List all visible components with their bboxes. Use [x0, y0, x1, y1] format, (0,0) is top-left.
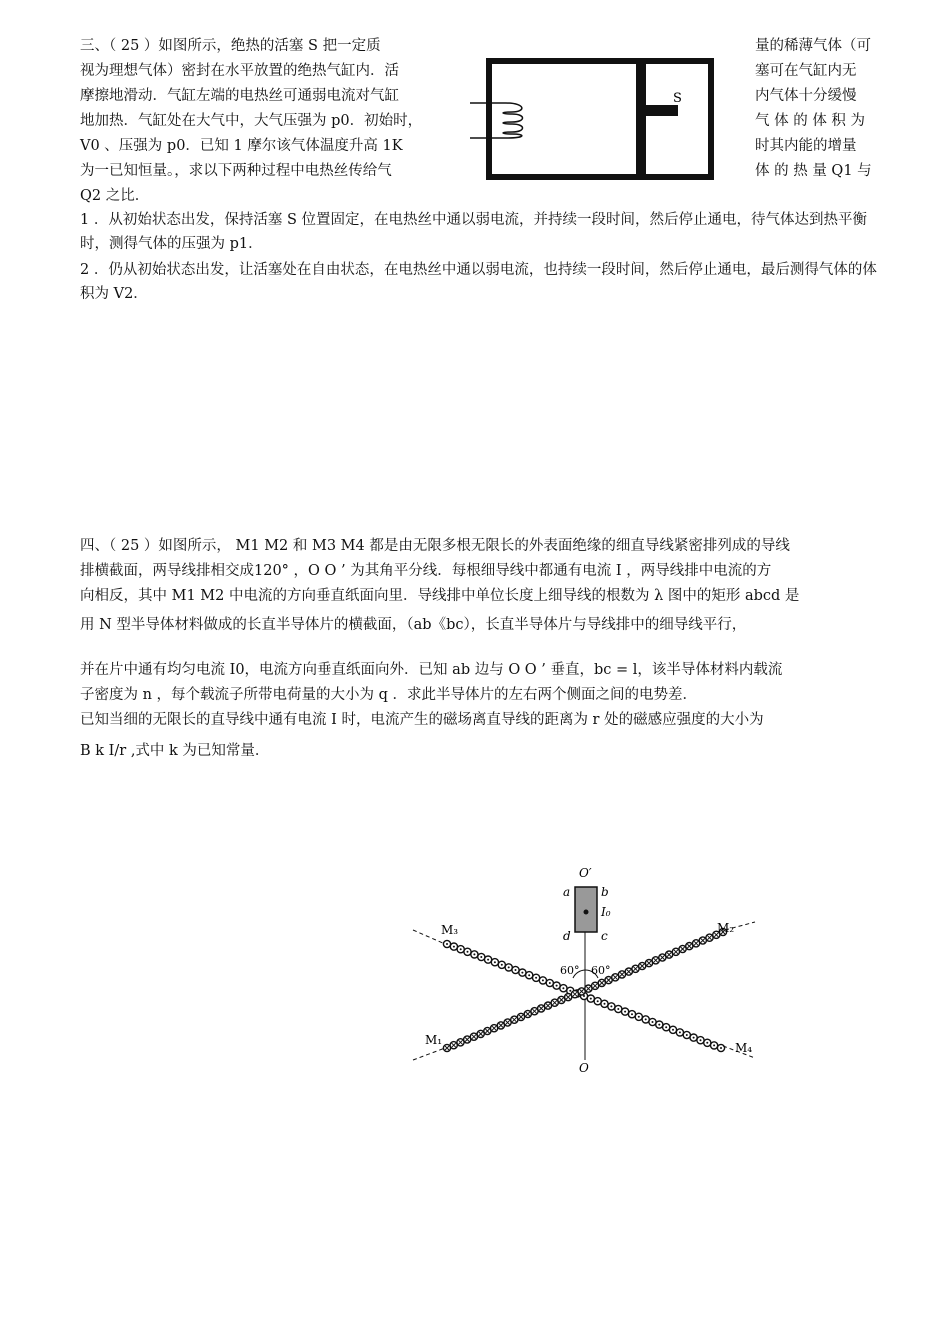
dot-mark-icon — [535, 977, 537, 979]
label-d: d — [563, 929, 571, 943]
dot-mark-icon — [501, 964, 503, 966]
dot-mark-icon — [446, 943, 448, 945]
dot-mark-icon — [672, 1029, 674, 1031]
dot-mark-icon — [720, 1047, 722, 1049]
heater-coil-icon — [503, 103, 523, 138]
label-a: a — [563, 885, 571, 899]
dot-mark-icon — [645, 1018, 647, 1020]
dot-mark-icon — [658, 1024, 660, 1026]
dot-mark-icon — [624, 1011, 626, 1013]
p3-line: V0 、压强为 p0．已知 1 摩尔该气体温度升高 1K — [80, 138, 403, 154]
dot-mark-icon — [652, 1021, 654, 1023]
m1-dash — [413, 1048, 445, 1060]
dot-mark-icon — [487, 959, 489, 961]
p3-right-line: 塞可在气缸内无 — [755, 63, 857, 79]
conductor-rows-figure — [405, 860, 760, 1075]
dot-mark-icon — [473, 953, 475, 955]
dot-mark-icon — [480, 956, 482, 958]
dot-mark-icon — [549, 982, 551, 984]
label-m4: M₄ — [735, 1041, 753, 1055]
p4-line: 排横截面，两导线排相交成120° ，O O ’ 为其角平分线．每根细导线中都通有电流 I ，两导线排中电流的方 — [80, 563, 772, 579]
dot-mark-icon — [562, 987, 564, 989]
piston — [636, 64, 646, 174]
piston-rod — [646, 105, 678, 116]
dot-mark-icon — [515, 969, 517, 971]
label-o: O — [579, 1061, 589, 1075]
p4-line: 四、（ 25 ）如图所示， M1 M2 和 M3 M4 都是由无限多根无限长的外表面绝缘的细直导线紧密排列成的导线 — [80, 538, 790, 554]
label-angle-right: 60° — [591, 964, 611, 977]
p4-line: 已知当细的无限长的直导线中通有电流 I 时，电流产生的磁场离直导线的距离为 r 处的磁感应强度的大小为 — [80, 712, 764, 728]
label-b: b — [601, 885, 609, 899]
p3-right-line: 时其内能的增量 — [755, 138, 857, 154]
dot-mark-icon — [467, 951, 469, 953]
dot-mark-icon — [700, 1039, 702, 1041]
label-c: c — [601, 929, 608, 943]
label-o-prime: O′ — [579, 866, 592, 880]
p3-line: 三、（ 25 ）如图所示，绝热的活塞 S 把一定质 — [80, 38, 381, 54]
dot-mark-icon — [679, 1031, 681, 1033]
p4-line: 并在片中通有均匀电流 I0，电流方向垂直纸面向外．已知 ab 边与 O O ’ 垂直，bc = l，该半导体材料内载流 — [80, 662, 783, 678]
problem4-text — [80, 534, 890, 764]
dot-mark-icon — [569, 990, 571, 992]
p4-line: 向相反，其中 M1 M2 中电流的方向垂直纸面向里．导线排中单位长度上细导线的根数为 λ 图中的矩形 abcd 是 — [80, 588, 800, 604]
dot-mark-icon — [508, 966, 510, 968]
dot-mark-icon — [686, 1034, 688, 1036]
dot-mark-icon — [713, 1044, 715, 1046]
problem3-items — [80, 208, 890, 306]
p3-line: 摩擦地滑动．气缸左端的电热丝可通弱电流对气缸 — [80, 88, 399, 104]
p3-line: 地加热．气缸处在大气中，大气压强为 p0．初始时， — [80, 113, 423, 129]
p3-right-line: 内气体十分缓慢 — [755, 88, 857, 104]
dot-mark-icon — [528, 974, 530, 976]
p3-line: Q2 之比． — [80, 188, 150, 204]
dot-mark-icon — [597, 1000, 599, 1002]
label-m1: M₁ — [425, 1033, 443, 1047]
problem3-right-text — [755, 34, 895, 184]
label-i0: I₀ — [601, 905, 611, 919]
dot-mark-icon — [494, 961, 496, 963]
dot-mark-icon — [453, 946, 455, 948]
dot-mark-icon — [610, 1005, 612, 1007]
p3-item-2: 2 ．仍从初始状态出发，让活塞处在自由状态，在电热丝中通以弱电流，也持续一段时间，然后停止通电，最后测得气体的体积为 V2． — [80, 262, 877, 302]
p3-right-line: 量的稀薄气体（可 — [755, 38, 871, 54]
label-angle-left: 60° — [560, 964, 580, 977]
p3-right-line: 气 体 的 体 积 为 — [755, 113, 866, 129]
dot-mark-icon — [542, 979, 544, 981]
dot-mark-icon — [617, 1008, 619, 1010]
label-m3: M₃ — [441, 923, 459, 937]
dot-mark-icon — [604, 1003, 606, 1005]
problem3-left-text — [80, 34, 450, 209]
current-dot-icon — [584, 910, 589, 915]
p4-line: 用 N 型半导体材料做成的长直半导体片的横截面，（ab《bc），长直半导体片与导线排中的细导线平行， — [80, 617, 747, 633]
piston-label: S — [673, 91, 682, 106]
dot-mark-icon — [638, 1016, 640, 1018]
p4-line: B k I/r ,式中 k 为已知常量． — [80, 743, 270, 759]
dot-mark-icon — [556, 985, 558, 987]
dot-mark-icon — [521, 972, 523, 974]
dot-mark-icon — [631, 1013, 633, 1015]
p3-item-1: 1 ．从初始状态出发，保持活塞 S 位置固定，在电热丝中通以弱电流，并持续一段时间，然后停止通电，待气体达到热平衡时，测得气体的压强为 p1． — [80, 212, 867, 252]
dot-mark-icon — [665, 1026, 667, 1028]
dot-mark-icon — [460, 948, 462, 950]
dot-mark-icon — [693, 1037, 695, 1039]
p3-line: 为一已知恒量。，求以下两种过程中电热丝传给气 — [80, 163, 392, 179]
cylinder-figure — [470, 56, 730, 186]
p3-line: 视为理想气体）密封在水平放置的绝热气缸内．活 — [80, 63, 399, 79]
p4-line: 子密度为 n ，每个载流子所带电荷量的大小为 q ．求此半导体片的左右两个侧面之间的电势差． — [80, 687, 698, 703]
dot-mark-icon — [706, 1042, 708, 1044]
label-m2: M₂ — [717, 921, 735, 935]
dot-mark-icon — [590, 998, 592, 1000]
p3-right-line: 体 的 热 量 Q1 与 — [755, 163, 872, 179]
